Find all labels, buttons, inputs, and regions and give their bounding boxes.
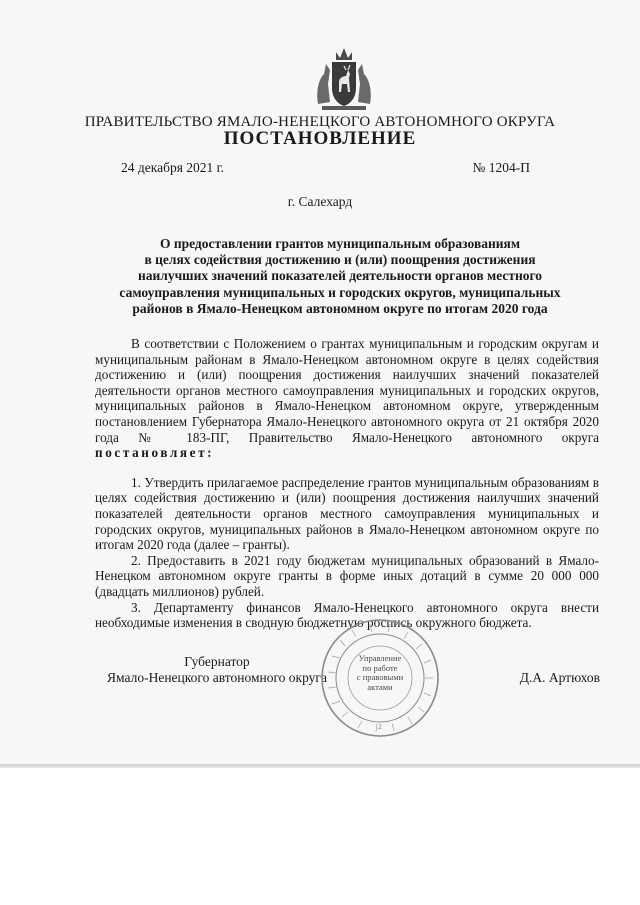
document-number: № 1204-П xyxy=(472,160,530,175)
stamp-line: актами xyxy=(367,681,393,692)
signatory-title xyxy=(92,654,342,686)
document-type: ПОСТАНОВЛЕНИЕ xyxy=(223,128,417,149)
preamble-text: В соответствии с Положением о грантах муниципальным и городским округам и муниципальным районам в Ямало-Ненецком автономном округе в целях содействия достижению и (или) поощрения достижения наилучших значений показателей деятельности органов местного самоуправления муниципальных и городских округов, муниципальных районов в Ямало-Ненецком автономном округе, утвержденным постановлением Губернатора Ямало-Ненецкого автономного округа от 21 октября 2020 года № 183-ПГ, Правительство Ямало-Ненецкого автономного округа xyxy=(95,336,599,445)
item-paragraph: 3. Департаменту финансов Ямало-Ненецкого автономного округа внести необходимые изменения в сводную бюджетную роспись окружного бюджета. xyxy=(95,599,599,631)
stamp-line: по работе xyxy=(362,662,398,673)
coat-of-arms-icon xyxy=(312,44,376,114)
decree-word: постановляет: xyxy=(95,445,215,461)
signatory-title-line: Губернатор xyxy=(184,654,250,669)
document-date: 24 декабря 2021 г. xyxy=(121,160,225,175)
document-body xyxy=(95,336,599,631)
signatory-name: Д.А. Артюхов xyxy=(519,670,600,685)
signatory-title-line: Ямало-Ненецкого автономного округа xyxy=(107,670,327,685)
stamp-number: 2 xyxy=(378,723,382,731)
item-paragraph: 2. Предоставить в 2021 году бюджетам муниципальных образований в Ямало-Ненецком автономном округе гранты в форме иных дотаций в сумме 20 000 000 (двадцать миллионов) рублей. xyxy=(95,552,599,599)
title-line: наилучших значений показателей деятельности органов местного xyxy=(137,268,543,284)
title-line: районов в Ямало-Ненецком автономном округе по итогам 2020 года xyxy=(132,300,548,316)
stamp-line: с правовыми xyxy=(356,672,404,682)
title-line: О предоставлении грантов муниципальным образованиям xyxy=(159,236,521,251)
title-line: в целях содействия достижению и (или) поощрения достижения xyxy=(144,252,536,268)
stamp-center-text xyxy=(352,654,408,692)
title-line: самоуправления муниципальных и городских округов, муниципальных xyxy=(119,284,561,300)
item-paragraph: 1. Утвердить прилагаемое распределение грантов муниципальным образованиям в целях содействия достижению и (или) поощрения достижения наилучших значений показателей деятельности органов местного самоуправления муниципальных и городских округов, муниципальных районов в Ямало-Ненецком автономном округе по итогам 2020 года (далее – гранты). xyxy=(95,474,599,553)
document-city: г. Салехард xyxy=(287,194,353,209)
document-title xyxy=(90,236,590,317)
preamble-paragraph xyxy=(95,336,599,461)
stamp-line: Управление xyxy=(358,653,402,663)
organization-name: ПРАВИТЕЛЬСТВО ЯМАЛО-НЕНЕЦКОГО АВТОНОМНОГО ОКРУГА xyxy=(84,114,556,130)
